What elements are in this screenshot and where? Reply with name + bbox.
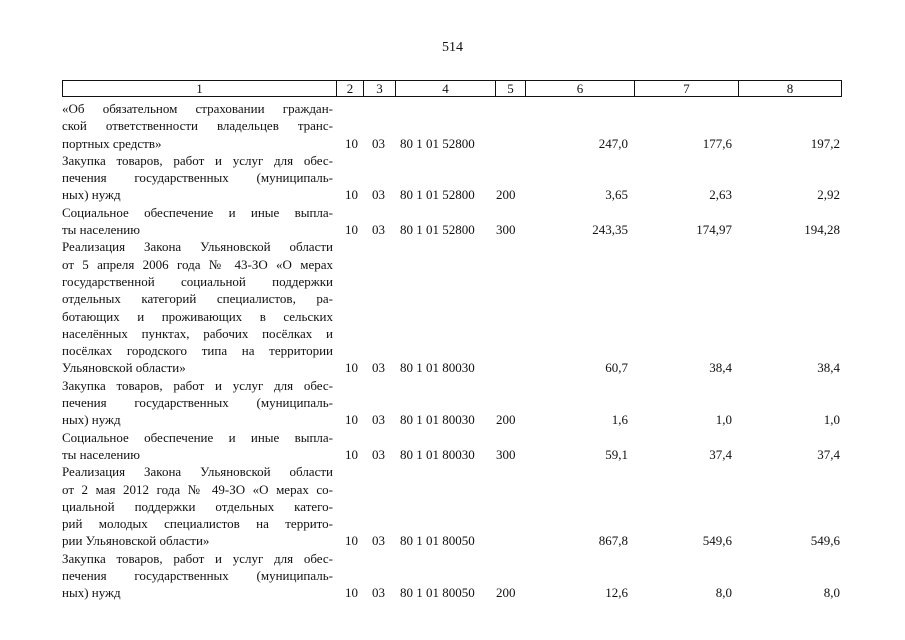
target-article-code: 80 1 01 80050 [400, 585, 475, 601]
section-code: 10 [345, 187, 358, 203]
row-description [62, 550, 333, 602]
subsection-code: 03 [372, 446, 385, 462]
description-line: Реализация Закона Ульяновской области [62, 464, 333, 480]
subsection-code: 03 [372, 135, 385, 151]
amount-col-7: 8,0 [715, 585, 732, 601]
description-line: от 2 мая 2012 года № 49-ЗО «О мерах со- [62, 481, 333, 497]
header-cell-1: 1 [63, 81, 337, 96]
description-line: государственной социальной поддержки [62, 273, 333, 289]
amount-col-7: 2,63 [709, 187, 732, 203]
description-line: от 5 апреля 2006 года № 43-ЗО «О мерах [62, 256, 333, 272]
target-article-code: 80 1 01 80030 [400, 412, 475, 428]
header-cell-8: 8 [786, 81, 794, 96]
amount-col-7: 37,4 [709, 446, 732, 462]
description-line: рий молодых специалистов на террито- [62, 516, 333, 532]
expense-type-code: 300 [496, 222, 516, 238]
amount-col-6: 867,8 [598, 533, 628, 549]
section-code: 10 [345, 135, 358, 151]
row-description [62, 463, 333, 549]
amount-col-8: 197,2 [810, 135, 840, 151]
subsection-code: 03 [372, 533, 385, 549]
description-line: посёлках городского типа на территории [62, 343, 333, 359]
description-line: Закупка товаров, работ и услуг для обес- [62, 550, 333, 566]
description-line: Закупка товаров, работ и услуг для обес- [62, 377, 333, 393]
amount-col-8: 1,0 [823, 412, 840, 428]
amount-col-8: 549,6 [810, 533, 840, 549]
description-line: печения государственных (муниципаль- [62, 568, 333, 584]
table-row [62, 429, 842, 464]
amount-col-6: 59,1 [605, 446, 628, 462]
description-line: отдельных категорий специалистов, ра- [62, 291, 333, 307]
target-article-code: 80 1 01 80030 [400, 360, 475, 376]
table-row [62, 377, 842, 429]
row-description [62, 429, 333, 464]
header-cell-4: 4 [396, 81, 496, 96]
target-article-code: 80 1 01 80030 [400, 446, 475, 462]
header-cell-6: 6 [526, 81, 635, 96]
table-row [62, 238, 842, 376]
subsection-code: 03 [372, 187, 385, 203]
amount-col-8: 8,0 [823, 585, 840, 601]
row-description [62, 152, 333, 204]
section-code: 10 [345, 360, 358, 376]
amount-col-8: 2,92 [817, 187, 840, 203]
table-row [62, 152, 842, 204]
amount-col-7: 1,0 [715, 412, 732, 428]
description-line: ты населению [62, 446, 140, 462]
description-line: «Об обязательном страховании граждан- [62, 101, 333, 116]
description-line: Социальное обеспечение и иные выпла- [62, 429, 333, 445]
section-code: 10 [345, 222, 358, 238]
description-line: Социальное обеспечение и иные выпла- [62, 204, 333, 220]
description-line: печения государственных (муниципаль- [62, 170, 333, 186]
target-article-code: 80 1 01 80050 [400, 533, 475, 549]
expense-type-code: 300 [496, 446, 516, 462]
description-line: печения государственных (муниципаль- [62, 395, 333, 411]
table-row [62, 463, 842, 549]
table-row [62, 550, 842, 602]
section-code: 10 [345, 585, 358, 601]
amount-col-6: 3,65 [605, 187, 628, 203]
table-body [62, 100, 842, 602]
section-code: 10 [345, 533, 358, 549]
row-description [62, 377, 333, 429]
amount-col-6: 60,7 [605, 360, 628, 376]
target-article-code: 80 1 01 52800 [400, 187, 475, 203]
table-row [62, 100, 842, 152]
description-line: ской ответственности владельцев транс- [62, 118, 333, 134]
subsection-code: 03 [372, 222, 385, 238]
target-article-code: 80 1 01 52800 [400, 135, 475, 151]
subsection-code: 03 [372, 585, 385, 601]
expense-type-code: 200 [496, 187, 516, 203]
description-line: ты населению [62, 222, 140, 238]
expense-type-code: 200 [496, 412, 516, 428]
subsection-code: 03 [372, 412, 385, 428]
description-line: ных) нужд [62, 412, 121, 428]
description-line: циальной поддержки отдельных катего- [62, 498, 333, 514]
description-line: Ульяновской области» [62, 360, 186, 376]
section-code: 10 [345, 446, 358, 462]
amount-col-8: 194,28 [804, 222, 840, 238]
amount-col-7: 38,4 [709, 360, 732, 376]
description-line: Закупка товаров, работ и услуг для обес- [62, 152, 333, 168]
row-description [62, 204, 333, 239]
page-number: 514 [442, 40, 463, 55]
amount-col-7: 549,6 [702, 533, 732, 549]
amount-col-6: 247,0 [598, 135, 628, 151]
description-line: рии Ульяновской области» [62, 533, 210, 549]
amount-col-8: 37,4 [817, 446, 840, 462]
target-article-code: 80 1 01 52800 [400, 222, 475, 238]
description-line: портных средств» [62, 135, 162, 151]
table-header [62, 80, 842, 97]
expense-type-code: 200 [496, 585, 516, 601]
header-cell-2: 2 [337, 81, 364, 96]
description-line: ботающих и проживающих в сельских [62, 308, 333, 324]
subsection-code: 03 [372, 360, 385, 376]
amount-col-7: 177,6 [702, 135, 732, 151]
amount-col-6: 243,35 [592, 222, 628, 238]
amount-col-7: 174,97 [696, 222, 732, 238]
table-row [62, 204, 842, 239]
header-cell-3: 3 [364, 81, 396, 96]
amount-col-6: 12,6 [605, 585, 628, 601]
description-line: Реализация Закона Ульяновской области [62, 239, 333, 255]
description-line: населённых пунктах, рабочих посёлках и [62, 325, 333, 341]
row-description [62, 238, 333, 376]
header-cell-5: 5 [496, 81, 526, 96]
header-cell-7: 7 [635, 81, 739, 96]
description-line: ных) нужд [62, 187, 121, 203]
description-line: ных) нужд [62, 585, 121, 601]
amount-col-6: 1,6 [611, 412, 628, 428]
amount-col-8: 38,4 [817, 360, 840, 376]
row-description [62, 100, 333, 152]
section-code: 10 [345, 412, 358, 428]
